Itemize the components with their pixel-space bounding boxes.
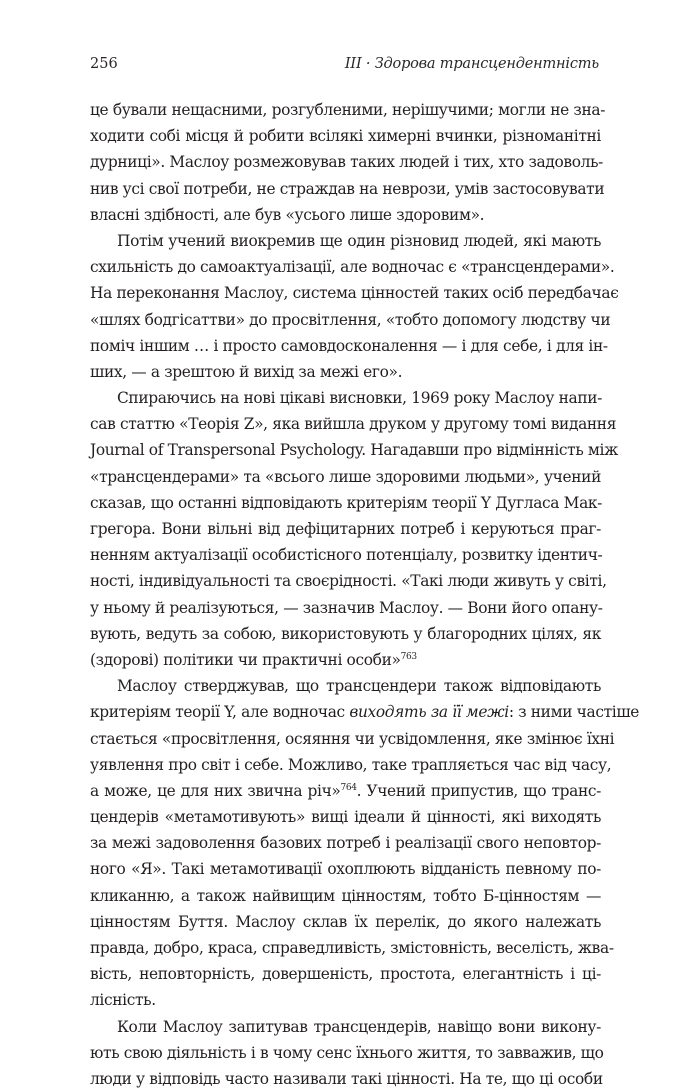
text-line xyxy=(90,254,615,280)
text-segment: Маслоу стверджував, що трансцендери також відповідають xyxy=(117,677,601,696)
text-line xyxy=(90,280,619,306)
text-segment: цендерів «метамотивують» вищі ідеали й цінності, які виходять xyxy=(90,808,601,827)
text-segment: Journal of Transpersonal Psychology. Нагадавши про відмінність між xyxy=(90,441,618,460)
body-text xyxy=(90,97,640,1092)
text-segment: : з ними частіше xyxy=(508,703,640,722)
text-line xyxy=(90,961,601,987)
text-line xyxy=(90,228,601,254)
text-segment: «трансцендерами» та «всього лише здоровими людьми», учений xyxy=(90,467,601,486)
text-segment: кликанню, а також найвищим цінностям, тобто Б-цінностям — xyxy=(90,886,601,905)
text-segment: поміч іншим … і просто самовдосконалення — і для себе, і для ін- xyxy=(90,336,608,355)
text-segment: це бували нещасними, розгубленими, нерішучими; могли не зна- xyxy=(90,101,606,119)
text-segment: ного «Я». Такі метамотивації охоплюють відданість певному по- xyxy=(90,860,601,879)
text-line xyxy=(90,202,601,228)
text-segment: правда, добро, краса, справедливість, змістовність, веселість, жва- xyxy=(90,939,614,957)
text-segment: за межі задоволення базових потреб і реалізації свого неповтор- xyxy=(90,834,601,853)
text-segment: Потім учений виокремив ще один різновид людей, які мають xyxy=(117,231,601,250)
text-segment: вість, неповторність, довершеність, простота, елегантність і ці- xyxy=(90,965,601,984)
text-segment: а може, це для них звична річ» xyxy=(90,781,341,800)
text-line xyxy=(90,490,601,516)
page-number: 256 xyxy=(90,56,118,72)
text-line xyxy=(90,149,601,175)
text-segment: ших, — а зрештою й вихід за межі его». xyxy=(90,362,403,381)
text-segment: стається «просвітлення, осяяння чи усвідомлення, яке змінює їхні xyxy=(90,729,615,748)
text-line xyxy=(90,856,601,882)
text-line xyxy=(90,97,606,123)
text-segment: дурниці». Маслоу розмежовував таких людей і тих, хто задоволь- xyxy=(90,153,603,172)
footnote-reference: 763 xyxy=(400,651,417,662)
section-title: III · Здорова трансцендентність xyxy=(344,56,599,72)
text-line xyxy=(90,176,605,202)
text-segment: грегора. Вони вільні від дефіцитарних потреб і керуються праг- xyxy=(90,520,601,538)
text-segment: у ньому й реалізуються, — зазначив Маслоу. — Вони його опану- xyxy=(90,598,603,617)
footnote-reference: 764 xyxy=(340,782,357,793)
text-line xyxy=(90,437,618,463)
text-segment: ненням актуалізації особистісного потенціалу, розвитку ідентич- xyxy=(90,546,603,565)
text-line xyxy=(90,778,601,804)
text-segment: лісність. xyxy=(90,991,156,1010)
text-line xyxy=(90,568,607,594)
text-segment: . Учений припустив, що транс- xyxy=(356,781,601,800)
text-segment: сав статтю «Теорія Z», яка вийшла друком у другому томі видання xyxy=(90,415,617,434)
text-line xyxy=(90,987,601,1013)
text-line xyxy=(90,935,614,961)
text-line xyxy=(90,516,601,542)
text-line xyxy=(90,726,615,752)
text-line xyxy=(90,595,601,621)
text-line xyxy=(90,673,601,699)
text-line xyxy=(90,909,601,935)
text-line xyxy=(90,123,601,149)
text-segment: сказав, що останні відповідають критеріям теорії Y Дугласа Мак- xyxy=(90,493,603,512)
italic-emphasis: виходять за її межі xyxy=(349,703,509,722)
text-line xyxy=(90,621,601,647)
text-segment: уявлення про світ і себе. Можливо, таке трапляється час від часу, xyxy=(90,755,612,774)
text-segment: схильність до самоактуалізації, але водночас є «трансцендерами». xyxy=(90,258,615,277)
text-segment: ють свою діяльність і в чому сенс їхнього життя, то завважив, що xyxy=(90,1043,604,1062)
text-line xyxy=(90,804,601,830)
text-segment: Коли Маслоу запитував трансцендерів, навіщо вони викону- xyxy=(117,1017,601,1036)
text-line xyxy=(90,883,601,909)
text-line xyxy=(90,385,601,411)
text-segment: «шлях бодгісаттви» до просвітлення, «тобто допомогу людству чи xyxy=(90,310,611,329)
text-segment: ності, індивідуальності та своєрідності. «Такі люди живуть у світі, xyxy=(90,572,607,591)
text-segment: (здорові) політики чи практичні особи» xyxy=(90,650,401,669)
text-segment: На переконання Маслоу, система цінностей таких осіб передбачає xyxy=(90,284,619,303)
text-segment: нив усі свої потреби, не страждав на неврози, умів застосовувати xyxy=(90,179,605,198)
text-segment: вують, ведуть за собою, використовують у благородних цілях, як xyxy=(90,624,601,643)
text-segment: Спираючись на нові цікаві висновки, 1969 року Маслоу напи- xyxy=(117,389,602,408)
text-line xyxy=(90,1014,601,1040)
text-segment: цінностям Буття. Маслоу склав їх перелік, до якого належать xyxy=(90,912,601,931)
running-head xyxy=(90,56,599,78)
text-line xyxy=(90,359,601,385)
text-line xyxy=(90,647,601,673)
text-line xyxy=(90,307,611,333)
text-segment: ходити собі місця й робити всілякі химерні вчинки, різноманітні xyxy=(90,127,601,146)
text-line xyxy=(90,542,601,568)
text-line xyxy=(90,752,612,778)
text-line xyxy=(90,333,608,359)
text-line xyxy=(90,1040,604,1066)
text-segment: власні здібності, але був «усього лише здоровим». xyxy=(90,205,485,224)
text-line xyxy=(90,1066,601,1092)
text-line xyxy=(90,699,640,725)
text-line xyxy=(90,830,601,856)
text-line xyxy=(90,464,601,490)
text-segment: люди у відповідь часто називали такі цінності. На те, що ці особи xyxy=(90,1069,603,1088)
text-line xyxy=(90,411,617,437)
text-segment: критеріям теорії Y, але водночас xyxy=(90,703,350,722)
